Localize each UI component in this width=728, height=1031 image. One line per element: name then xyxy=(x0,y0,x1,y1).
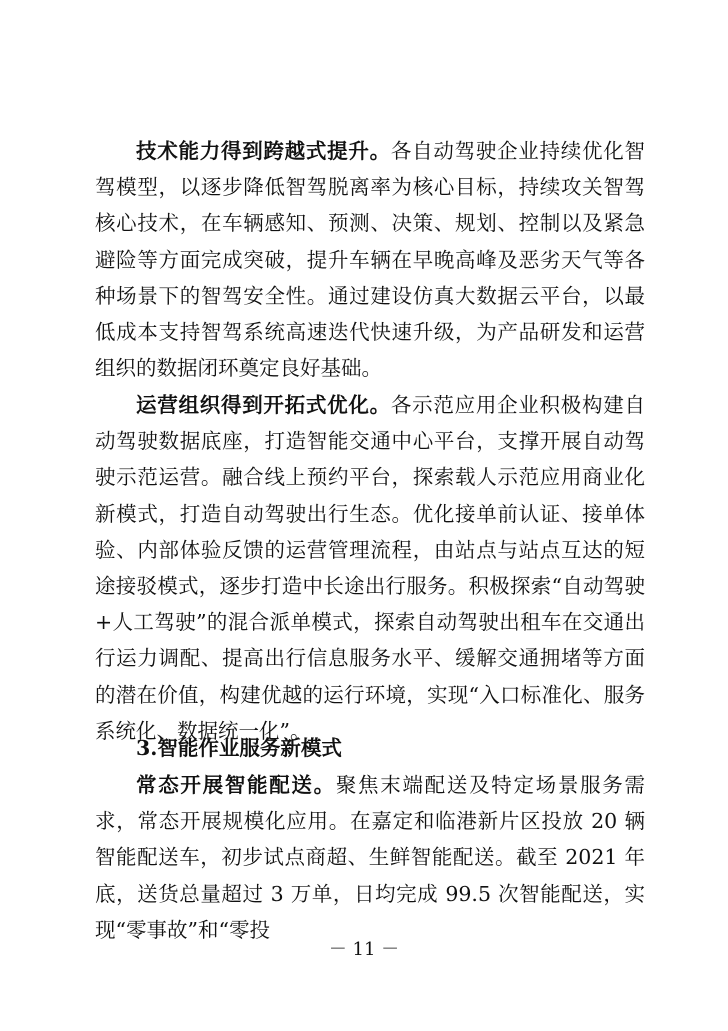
paragraph-lead: 技术能力得到跨越式提升。 xyxy=(136,139,391,163)
paragraph-body: 聚焦末端配送及特定场景服务需求，常态开展规模化应用。在嘉定和临港新片区投放 20 辆智能配送车，初步试点商超、生鲜智能配送。截至 2021 年底，送货总量超过 3 万单，日均完成 99.5 次智能配送，实现“零事故”和“零投 xyxy=(95,773,646,942)
paragraph-tech-capability xyxy=(95,133,645,386)
page-number: － 11 － xyxy=(328,939,400,960)
paragraph-operations xyxy=(95,387,645,749)
paragraph-lead: 运营组织得到开拓式优化。 xyxy=(136,393,391,417)
section-heading: 3.智能作业服务新模式 xyxy=(136,736,342,760)
paragraph-body: 各自动驾驶企业持续优化智驾模型，以逐步降低智驾脱离率为核心目标，持续攻关智驾核心技术，在车辆感知、预测、决策、规划、控制以及紧急避险等方面完成突破，提升车辆在早晚高峰及恶劣天气等各种场景下的智驾安全性。通过建设仿真大数据云平台，以最低成本支持智驾系统高速迭代快速升级，为产品研发和运营组织的数据闭环奠定良好基础。 xyxy=(95,139,646,381)
paragraph-delivery xyxy=(95,767,645,948)
paragraph-body: 各示范应用企业积极构建自动驾驶数据底座，打造智能交通中心平台，支撑开展自动驾驶示范运营。融合线上预约平台，探索载人示范应用商业化新模式，打造自动驾驶出行生态。优化接单前认证、接单体验、内部体验反馈的运营管理流程，由站点与站点互达的短途接驳模式，逐步打造中长途出行服务。积极探索“自动驾驶+人工驾驶”的混合派单模式，探索自动驾驶出租车在交通出行运力调配、提高出行信息服务水平、缓解交通拥堵等方面的潜在价值，构建优越的运行环境，实现“入口标准化、服务系统化、数据统一化”。 xyxy=(95,393,646,743)
paragraph-lead: 常态开展智能配送。 xyxy=(136,773,336,797)
